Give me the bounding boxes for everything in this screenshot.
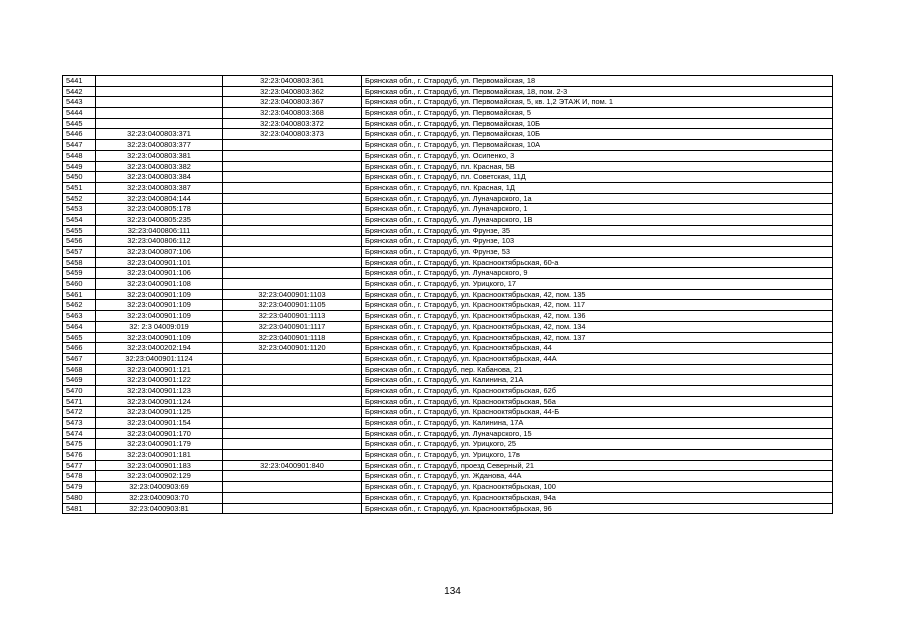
address-cell: Брянская обл., г. Стародуб, ул. Урицкого, 17: [362, 279, 833, 290]
land-cadastral-number-cell: 32:23:0400903:81: [96, 503, 223, 514]
land-cadastral-number-cell: 32:23:0400803:387: [96, 182, 223, 193]
table-row: [63, 214, 833, 225]
address-cell: Брянская обл., г. Стародуб, ул. Краснооктябрьская, 100: [362, 482, 833, 493]
row-number-cell: 5481: [63, 503, 96, 514]
object-cadastral-number-cell: [223, 236, 362, 247]
land-cadastral-number-cell: 32:23:0400901:183: [96, 460, 223, 471]
land-cadastral-number-cell: 32:23:0400903:69: [96, 482, 223, 493]
table-row: [63, 311, 833, 322]
row-number-cell: 5467: [63, 353, 96, 364]
address-cell: Брянская обл., г. Стародуб, ул. Краснооктябрьская, 42, пом. 135: [362, 289, 833, 300]
land-cadastral-number-cell: 32:23:0400803:371: [96, 129, 223, 140]
land-cadastral-number-cell: 32:23:0400901:124: [96, 396, 223, 407]
row-number-cell: 5478: [63, 471, 96, 482]
land-cadastral-number-cell: [96, 108, 223, 119]
land-cadastral-number-cell: 32:23:0400901:109: [96, 289, 223, 300]
object-cadastral-number-cell: 32:23:0400803:367: [223, 97, 362, 108]
row-number-cell: 5470: [63, 385, 96, 396]
address-cell: Брянская обл., г. Стародуб, ул. Урицкого, 25: [362, 439, 833, 450]
land-cadastral-number-cell: 32:23:0400901:109: [96, 332, 223, 343]
row-number-cell: 5441: [63, 76, 96, 87]
address-cell: Брянская обл., г. Стародуб, ул. Краснооктябрьская, 44: [362, 343, 833, 354]
table-row: [63, 332, 833, 343]
page-number: 134: [444, 586, 461, 597]
address-cell: Брянская обл., г. Стародуб, ул. Луначарского, 1а: [362, 193, 833, 204]
land-cadastral-number-cell: 32:23:0400806:111: [96, 225, 223, 236]
row-number-cell: 5447: [63, 140, 96, 151]
object-cadastral-number-cell: 32:23:0400901:1113: [223, 311, 362, 322]
object-cadastral-number-cell: [223, 225, 362, 236]
object-cadastral-number-cell: [223, 492, 362, 503]
table-row: [63, 439, 833, 450]
object-cadastral-number-cell: 32:23:0400803:372: [223, 118, 362, 129]
object-cadastral-number-cell: [223, 204, 362, 215]
land-cadastral-number-cell: 32:23:0400901:121: [96, 364, 223, 375]
row-number-cell: 5450: [63, 172, 96, 183]
object-cadastral-number-cell: [223, 428, 362, 439]
object-cadastral-number-cell: 32:23:0400901:840: [223, 460, 362, 471]
row-number-cell: 5445: [63, 118, 96, 129]
object-cadastral-number-cell: [223, 353, 362, 364]
row-number-cell: 5462: [63, 300, 96, 311]
object-cadastral-number-cell: 32:23:0400803:362: [223, 86, 362, 97]
table-row: [63, 172, 833, 183]
table-row: [63, 343, 833, 354]
land-cadastral-number-cell: 32:23:0400901:179: [96, 439, 223, 450]
table-row: [63, 492, 833, 503]
row-number-cell: 5473: [63, 418, 96, 429]
address-cell: Брянская обл., г. Стародуб, ул. Фрунзе, 103: [362, 236, 833, 247]
table-row: [63, 161, 833, 172]
object-cadastral-number-cell: [223, 482, 362, 493]
address-cell: Брянская обл., г. Стародуб, ул. Луначарского, 1В: [362, 214, 833, 225]
object-cadastral-number-cell: [223, 193, 362, 204]
address-cell: Брянская обл., г. Стародуб, пл. Красная, 1Д: [362, 182, 833, 193]
table-row: [63, 289, 833, 300]
object-cadastral-number-cell: [223, 418, 362, 429]
land-cadastral-number-cell: 32:23:0400901:109: [96, 311, 223, 322]
table-row: [63, 140, 833, 151]
row-number-cell: 5442: [63, 86, 96, 97]
row-number-cell: 5443: [63, 97, 96, 108]
address-cell: Брянская обл., г. Стародуб, ул. Жданова, 44А: [362, 471, 833, 482]
table-row: [63, 471, 833, 482]
table-row: [63, 450, 833, 461]
land-cadastral-number-cell: 32:23:0400902:129: [96, 471, 223, 482]
row-number-cell: 5456: [63, 236, 96, 247]
table-row: [63, 108, 833, 119]
address-cell: Брянская обл., г. Стародуб, ул. Луначарского, 15: [362, 428, 833, 439]
address-cell: Брянская обл., г. Стародуб, ул. Первомайская, 10Б: [362, 118, 833, 129]
object-cadastral-number-cell: [223, 364, 362, 375]
land-cadastral-number-cell: 32:23:0400901:181: [96, 450, 223, 461]
address-cell: Брянская обл., г. Стародуб, ул. Фрунзе, 35: [362, 225, 833, 236]
object-cadastral-number-cell: 32:23:0400901:1103: [223, 289, 362, 300]
table-row: [63, 97, 833, 108]
address-cell: Брянская обл., г. Стародуб, ул. Урицкого, 17в: [362, 450, 833, 461]
land-cadastral-number-cell: 32:23:0400202:194: [96, 343, 223, 354]
row-number-cell: 5461: [63, 289, 96, 300]
object-cadastral-number-cell: [223, 439, 362, 450]
land-cadastral-number-cell: [96, 76, 223, 87]
object-cadastral-number-cell: [223, 161, 362, 172]
object-cadastral-number-cell: 32:23:0400803:361: [223, 76, 362, 87]
table-row: [63, 129, 833, 140]
row-number-cell: 5475: [63, 439, 96, 450]
row-number-cell: 5479: [63, 482, 96, 493]
registry-table-body: [63, 76, 833, 514]
object-cadastral-number-cell: 32:23:0400901:1118: [223, 332, 362, 343]
land-cadastral-number-cell: [96, 86, 223, 97]
address-cell: Брянская обл., г. Стародуб, ул. Первомайская, 18: [362, 76, 833, 87]
address-cell: Брянская обл., г. Стародуб, ул. Первомайская, 5, кв. 1,2 ЭТАЖ И, пом. 1: [362, 97, 833, 108]
object-cadastral-number-cell: [223, 375, 362, 386]
land-cadastral-number-cell: 32:23:0400901:125: [96, 407, 223, 418]
object-cadastral-number-cell: [223, 257, 362, 268]
table-row: [63, 279, 833, 290]
row-number-cell: 5471: [63, 396, 96, 407]
row-number-cell: 5476: [63, 450, 96, 461]
address-cell: Брянская обл., г. Стародуб, ул. Краснооктябрьская, 62б: [362, 385, 833, 396]
row-number-cell: 5463: [63, 311, 96, 322]
table-row: [63, 385, 833, 396]
object-cadastral-number-cell: [223, 396, 362, 407]
land-cadastral-number-cell: 32:23:0400805:235: [96, 214, 223, 225]
land-cadastral-number-cell: 32:23:0400806:112: [96, 236, 223, 247]
table-row: [63, 375, 833, 386]
land-cadastral-number-cell: 32:23:0400901:106: [96, 268, 223, 279]
object-cadastral-number-cell: [223, 268, 362, 279]
address-cell: Брянская обл., г. Стародуб, ул. Луначарского, 9: [362, 268, 833, 279]
row-number-cell: 5472: [63, 407, 96, 418]
address-cell: Брянская обл., г. Стародуб, ул. Первомайская, 10А: [362, 140, 833, 151]
table-row: [63, 503, 833, 514]
row-number-cell: 5448: [63, 150, 96, 161]
row-number-cell: 5444: [63, 108, 96, 119]
row-number-cell: 5458: [63, 257, 96, 268]
address-cell: Брянская обл., г. Стародуб, ул. Краснооктябрьская, 42, пом. 117: [362, 300, 833, 311]
object-cadastral-number-cell: [223, 247, 362, 258]
land-cadastral-number-cell: [96, 118, 223, 129]
land-cadastral-number-cell: 32:23:0400803:377: [96, 140, 223, 151]
address-cell: Брянская обл., г. Стародуб, ул. Первомайская, 10Б: [362, 129, 833, 140]
address-cell: Брянская обл., г. Стародуб, пл. Красная, 5В: [362, 161, 833, 172]
table-row: [63, 247, 833, 258]
address-cell: Брянская обл., г. Стародуб, ул. Калинина, 17А: [362, 418, 833, 429]
table-row: [63, 257, 833, 268]
object-cadastral-number-cell: [223, 140, 362, 151]
land-cadastral-number-cell: 32:23:0400901:101: [96, 257, 223, 268]
land-cadastral-number-cell: 32:23:0400803:382: [96, 161, 223, 172]
land-cadastral-number-cell: 32:23:0400901:122: [96, 375, 223, 386]
row-number-cell: 5452: [63, 193, 96, 204]
address-cell: Брянская обл., г. Стародуб, ул. Осипенко, 3: [362, 150, 833, 161]
row-number-cell: 5459: [63, 268, 96, 279]
table-row: [63, 182, 833, 193]
row-number-cell: 5468: [63, 364, 96, 375]
land-cadastral-number-cell: [96, 97, 223, 108]
table-row: [63, 150, 833, 161]
address-cell: Брянская обл., г. Стародуб, пер. Кабанова, 21: [362, 364, 833, 375]
table-row: [63, 76, 833, 87]
address-cell: Брянская обл., г. Стародуб, ул. Краснооктябрьская, 44А: [362, 353, 833, 364]
address-cell: Брянская обл., г. Стародуб, ул. Калинина, 21А: [362, 375, 833, 386]
table-row: [63, 300, 833, 311]
address-cell: Брянская обл., г. Стародуб, проезд Северный, 21: [362, 460, 833, 471]
address-cell: Брянская обл., г. Стародуб, ул. Краснооктябрьская, 42, пом. 137: [362, 332, 833, 343]
land-cadastral-number-cell: 32:23:0400903:70: [96, 492, 223, 503]
land-cadastral-number-cell: 32:23:0400807:106: [96, 247, 223, 258]
table-row: [63, 193, 833, 204]
object-cadastral-number-cell: [223, 182, 362, 193]
address-cell: Брянская обл., г. Стародуб, ул. Краснооктябрьская, 42, пом. 134: [362, 321, 833, 332]
object-cadastral-number-cell: [223, 385, 362, 396]
row-number-cell: 5480: [63, 492, 96, 503]
table-row: [63, 482, 833, 493]
address-cell: Брянская обл., г. Стародуб, ул. Луначарского, 1: [362, 204, 833, 215]
row-number-cell: 5455: [63, 225, 96, 236]
registry-table: [62, 75, 833, 514]
table-row: [63, 321, 833, 332]
table-row: [63, 407, 833, 418]
table-row: [63, 428, 833, 439]
object-cadastral-number-cell: [223, 503, 362, 514]
row-number-cell: 5457: [63, 247, 96, 258]
object-cadastral-number-cell: [223, 214, 362, 225]
land-cadastral-number-cell: 32:23:0400803:384: [96, 172, 223, 183]
object-cadastral-number-cell: 32:23:0400901:1105: [223, 300, 362, 311]
table-row: [63, 460, 833, 471]
address-cell: Брянская обл., г. Стародуб, ул. Краснооктябрьская, 42, пом. 136: [362, 311, 833, 322]
table-row: [63, 204, 833, 215]
row-number-cell: 5451: [63, 182, 96, 193]
land-cadastral-number-cell: 32:23:0400901:109: [96, 300, 223, 311]
land-cadastral-number-cell: 32:23:0400901:1124: [96, 353, 223, 364]
object-cadastral-number-cell: [223, 172, 362, 183]
row-number-cell: 5460: [63, 279, 96, 290]
address-cell: Брянская обл., г. Стародуб, ул. Фрунзе, 53: [362, 247, 833, 258]
object-cadastral-number-cell: [223, 471, 362, 482]
address-cell: Брянская обл., г. Стародуб, ул. Краснооктябрьская, 44-Б: [362, 407, 833, 418]
address-cell: Брянская обл., г. Стародуб, пл. Советская, 11Д: [362, 172, 833, 183]
row-number-cell: 5465: [63, 332, 96, 343]
address-cell: Брянская обл., г. Стародуб, ул. Первомайская, 5: [362, 108, 833, 119]
row-number-cell: 5449: [63, 161, 96, 172]
table-row: [63, 86, 833, 97]
row-number-cell: 5469: [63, 375, 96, 386]
row-number-cell: 5477: [63, 460, 96, 471]
land-cadastral-number-cell: 32:23:0400804:144: [96, 193, 223, 204]
table-row: [63, 396, 833, 407]
address-cell: Брянская обл., г. Стародуб, ул. Краснооктябрьская, 94а: [362, 492, 833, 503]
land-cadastral-number-cell: 32:23:0400901:123: [96, 385, 223, 396]
row-number-cell: 5474: [63, 428, 96, 439]
land-cadastral-number-cell: 32:23:0400901:154: [96, 418, 223, 429]
object-cadastral-number-cell: [223, 279, 362, 290]
address-cell: Брянская обл., г. Стародуб, ул. Краснооктябрьская, 96: [362, 503, 833, 514]
land-cadastral-number-cell: 32:23:0400901:170: [96, 428, 223, 439]
address-cell: Брянская обл., г. Стародуб, ул. Краснооктябрьская, 56а: [362, 396, 833, 407]
table-row: [63, 236, 833, 247]
object-cadastral-number-cell: [223, 407, 362, 418]
object-cadastral-number-cell: [223, 150, 362, 161]
table-row: [63, 418, 833, 429]
land-cadastral-number-cell: 32:23:0400901:108: [96, 279, 223, 290]
object-cadastral-number-cell: 32:23:0400901:1120: [223, 343, 362, 354]
table-row: [63, 118, 833, 129]
object-cadastral-number-cell: [223, 450, 362, 461]
object-cadastral-number-cell: 32:23:0400901:1117: [223, 321, 362, 332]
table-row: [63, 225, 833, 236]
table-row: [63, 364, 833, 375]
land-cadastral-number-cell: 32:23:0400803:381: [96, 150, 223, 161]
row-number-cell: 5446: [63, 129, 96, 140]
address-cell: Брянская обл., г. Стародуб, ул. Первомайская, 18, пом. 2-3: [362, 86, 833, 97]
table-row: [63, 353, 833, 364]
table-row: [63, 268, 833, 279]
object-cadastral-number-cell: 32:23:0400803:368: [223, 108, 362, 119]
land-cadastral-number-cell: 32:23:0400805:178: [96, 204, 223, 215]
row-number-cell: 5454: [63, 214, 96, 225]
row-number-cell: 5453: [63, 204, 96, 215]
object-cadastral-number-cell: 32:23:0400803:373: [223, 129, 362, 140]
land-cadastral-number-cell: 32: 2:3 04009:019: [96, 321, 223, 332]
address-cell: Брянская обл., г. Стародуб, ул. Краснооктябрьская, 60-а: [362, 257, 833, 268]
row-number-cell: 5464: [63, 321, 96, 332]
row-number-cell: 5466: [63, 343, 96, 354]
